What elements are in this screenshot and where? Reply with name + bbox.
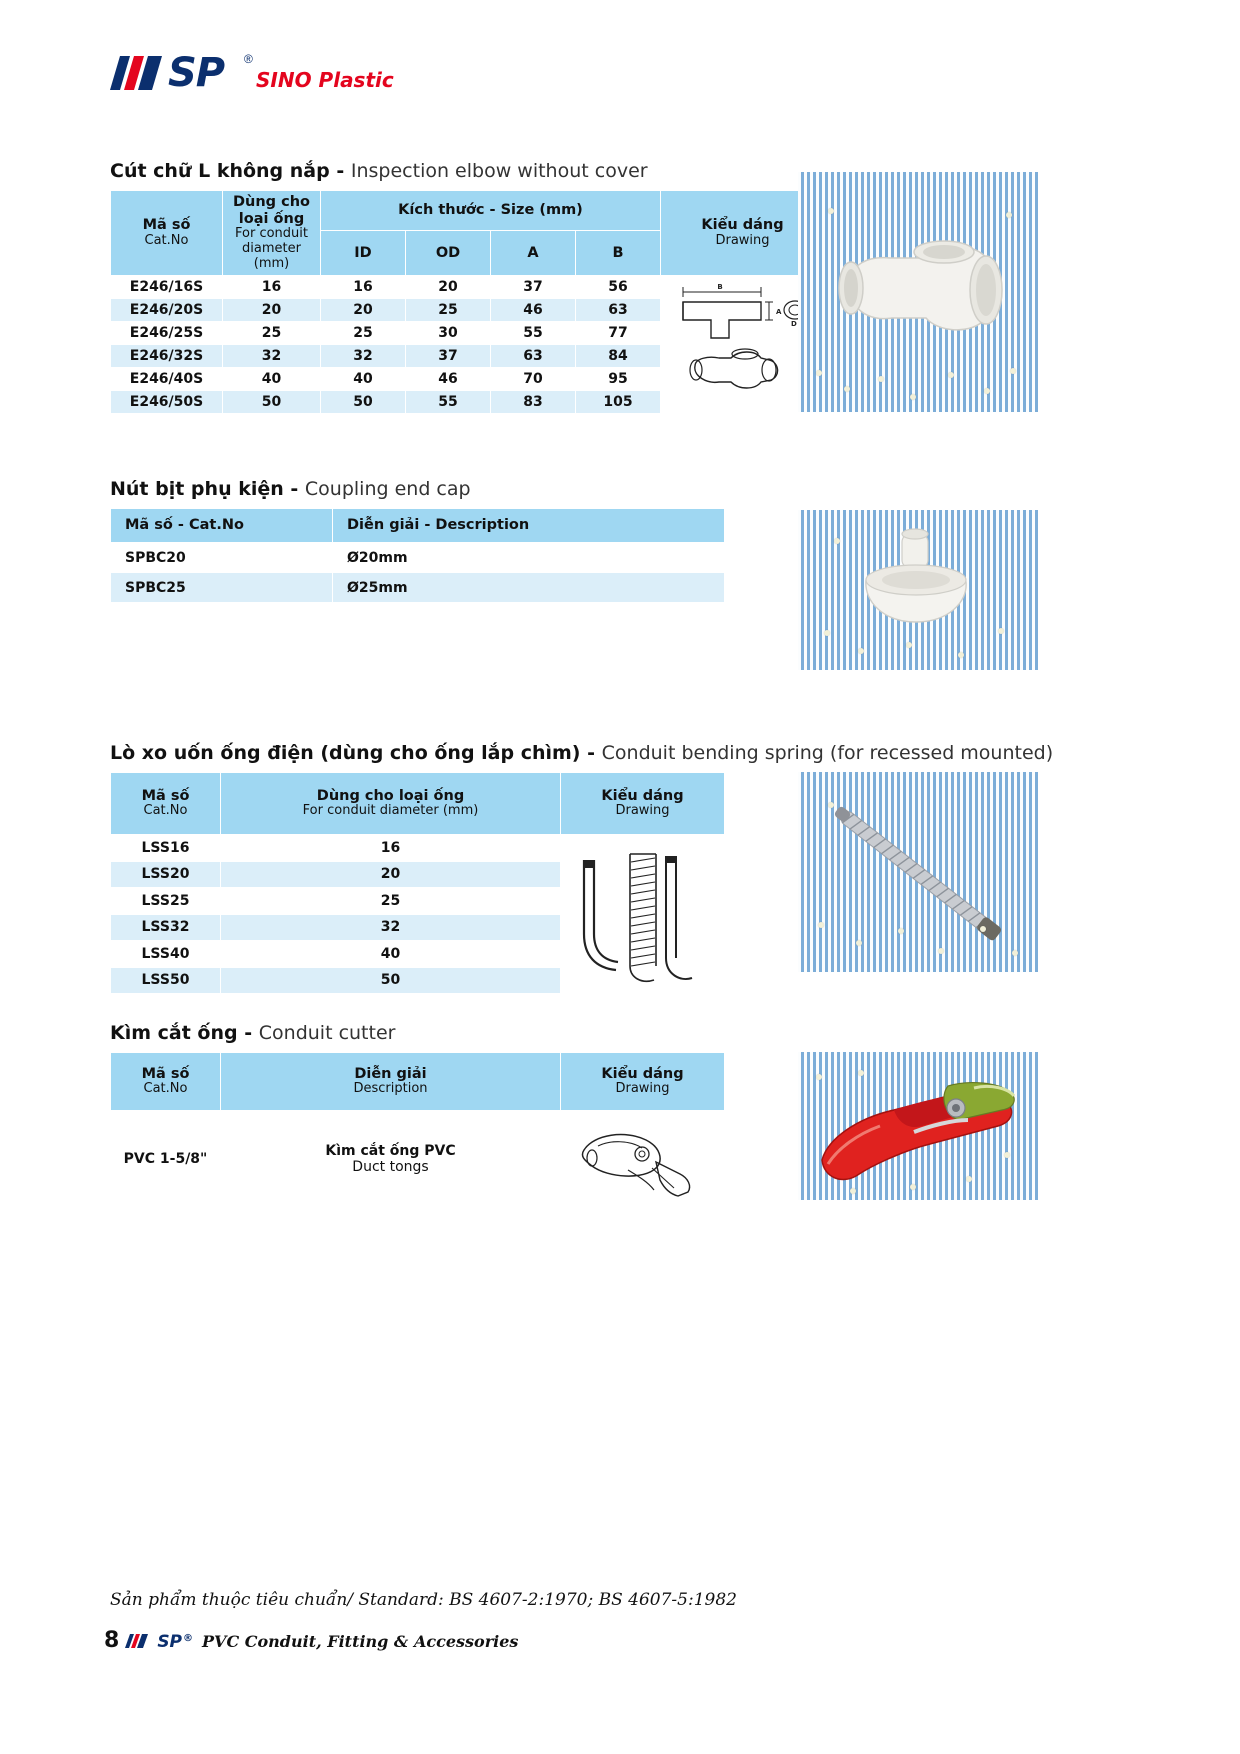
th-drawing [561, 773, 725, 835]
th-conduit [223, 191, 321, 276]
logo-tagline: SINO Plastic [256, 68, 394, 92]
cell-catno: E246/32S [111, 345, 223, 368]
cell-od: 55 [406, 391, 491, 414]
pipe-cutter-drawing-icon [568, 1116, 718, 1202]
cell-b: 105 [576, 391, 661, 414]
th-conduit-en: For conduit diameter (mm) [302, 803, 479, 819]
th-drawing-en: Drawing [615, 1081, 670, 1097]
cell-drawing-cutter [561, 1111, 725, 1207]
cell-od: 25 [406, 299, 491, 322]
svg-text:B: B [716, 282, 723, 291]
tee-fitting-photo-illustration [798, 172, 1038, 412]
cell-catno: LSS40 [111, 941, 221, 968]
cell-id: 40 [321, 368, 406, 391]
section-title-dash: - [587, 742, 596, 764]
th-catno [111, 1053, 221, 1111]
company-logo [110, 48, 440, 104]
cell-conduit: 20 [223, 299, 321, 322]
cell-b: 63 [576, 299, 661, 322]
th-catno: Mã số - Cat.No [111, 509, 333, 543]
th-catno [111, 191, 223, 276]
table-row [111, 835, 725, 862]
cell-conduit: 32 [223, 345, 321, 368]
cell-conduit: 25 [223, 322, 321, 345]
cell-catno: LSS25 [111, 888, 221, 915]
section-conduit-cutter [110, 1022, 725, 1207]
cell-id: 25 [321, 322, 406, 345]
cell-od: 46 [406, 368, 491, 391]
photo-coupling-end-cap [798, 510, 1038, 670]
table-row [111, 543, 725, 573]
cell-conduit: 50 [221, 967, 561, 994]
svg-text:A: A [775, 307, 781, 316]
cell-description: Ø25mm [333, 573, 725, 603]
cell-catno: LSS32 [111, 914, 221, 941]
table-row [111, 276, 825, 299]
footer-bar [104, 1628, 518, 1658]
logo-sp-text: SP [168, 50, 225, 96]
cell-conduit: 20 [221, 861, 561, 888]
footer-triple-slash-icon [125, 1634, 151, 1648]
cell-catno: LSS16 [111, 835, 221, 862]
section-title-vi: Lò xo uốn ống điện (dùng cho ống lắp chìm) [110, 742, 581, 764]
th-catno-en: Cat.No [143, 803, 188, 819]
section-title-en: Conduit cutter [258, 1022, 396, 1044]
cell-catno: SPBC20 [111, 543, 333, 573]
th-conduit-vi: Dùng cho loại ống [233, 194, 310, 227]
th-id: ID [321, 231, 406, 276]
footer-standard-note: Sản phẩm thuộc tiêu chuẩn/ Standard: BS 4607-2:1970; BS 4607-5:1982 [110, 1590, 737, 1610]
cell-description-vi: Kìm cắt ống PVC [325, 1142, 456, 1159]
cell-conduit: 16 [223, 276, 321, 299]
cell-catno: E246/25S [111, 322, 223, 345]
section-title-en: Inspection elbow without cover [350, 160, 648, 182]
section-inspection-elbow [110, 160, 825, 414]
th-catno-en: Cat.No [143, 1081, 188, 1097]
cell-catno: E246/40S [111, 368, 223, 391]
th-catno [111, 773, 221, 835]
section-title-dash: - [290, 478, 299, 500]
th-drawing-en: Drawing [715, 232, 770, 248]
cell-conduit: 40 [221, 941, 561, 968]
th-drawing [561, 1053, 725, 1111]
section-title-vi: Nút bịt phụ kiện [110, 478, 284, 500]
triple-slash-icon [110, 56, 170, 90]
svg-text:D: D [790, 319, 797, 328]
th-drawing-vi: Kiểu dáng [601, 1065, 684, 1082]
cell-od: 30 [406, 322, 491, 345]
cell-a: 55 [491, 322, 576, 345]
photo-inspection-elbow [798, 172, 1038, 412]
photo-bending-spring [798, 772, 1038, 972]
th-description-en: Description [353, 1081, 428, 1097]
logo-registered-mark: ® [244, 52, 253, 66]
cell-catno: E246/50S [111, 391, 223, 414]
cell-b: 77 [576, 322, 661, 345]
section-title-en: Conduit bending spring (for recessed mounted) [601, 742, 1054, 764]
section-title-bending-spring [110, 742, 1053, 764]
section-title-dash: - [336, 160, 345, 182]
cell-conduit: 50 [223, 391, 321, 414]
cell-description: Ø20mm [333, 543, 725, 573]
bending-spring-drawing-icon [568, 838, 718, 990]
table-inspection-elbow [110, 190, 825, 414]
cell-id: 50 [321, 391, 406, 414]
footer-brand: SP [157, 1632, 183, 1652]
th-catno-vi: Mã số [142, 217, 191, 234]
th-conduit-en: For conduit diameter (mm) [235, 226, 308, 272]
tee-fitting-drawing-icon [669, 280, 817, 410]
footer-registered-mark: ® [183, 1633, 194, 1644]
photo-conduit-cutter [798, 1052, 1038, 1200]
section-title-inspection-elbow [110, 160, 825, 182]
cell-b: 84 [576, 345, 661, 368]
cell-a: 63 [491, 345, 576, 368]
th-od: OD [406, 231, 491, 276]
cell-a: 46 [491, 299, 576, 322]
table-row [111, 1111, 725, 1207]
section-title-vi: Kìm cắt ống [110, 1022, 238, 1044]
cell-conduit: 40 [223, 368, 321, 391]
th-b: B [576, 231, 661, 276]
th-drawing-vi: Kiểu dáng [601, 787, 684, 804]
cell-catno: LSS50 [111, 967, 221, 994]
table-conduit-cutter [110, 1052, 725, 1207]
th-conduit-vi: Dùng cho loại ống [316, 787, 465, 804]
cell-catno: PVC 1-5/8" [111, 1111, 221, 1207]
th-catno-en: Cat.No [144, 232, 189, 248]
cell-id: 20 [321, 299, 406, 322]
th-drawing-vi: Kiểu dáng [701, 217, 784, 234]
cell-drawing-spring [561, 835, 725, 994]
cell-conduit: 32 [221, 914, 561, 941]
section-coupling-end-cap [110, 478, 725, 603]
cell-catno: LSS20 [111, 861, 221, 888]
cell-a: 37 [491, 276, 576, 299]
cell-b: 56 [576, 276, 661, 299]
th-description-vi: Diễn giải [354, 1065, 427, 1082]
th-catno-vi: Mã số [141, 1065, 190, 1082]
cell-catno: E246/16S [111, 276, 223, 299]
th-a: A [491, 231, 576, 276]
cell-catno: SPBC25 [111, 573, 333, 603]
section-title-coupling-end-cap [110, 478, 725, 500]
section-title-en: Coupling end cap [304, 478, 471, 500]
cell-catno: E246/20S [111, 299, 223, 322]
th-size-group: Kích thước - Size (mm) [321, 191, 661, 231]
pipe-cutter-photo-illustration [798, 1052, 1038, 1200]
table-coupling-end-cap [110, 508, 725, 603]
section-title-dash: - [244, 1022, 253, 1044]
cell-conduit: 25 [221, 888, 561, 915]
cell-id: 16 [321, 276, 406, 299]
th-description [221, 1053, 561, 1111]
cell-description-en: Duct tongs [352, 1158, 429, 1175]
th-catno-vi: Mã số [141, 787, 190, 804]
footer-line: PVC Conduit, Fitting & Accessories [202, 1632, 519, 1651]
section-title-vi: Cút chữ L không nắp [110, 160, 330, 182]
th-conduit [221, 773, 561, 835]
cell-b: 95 [576, 368, 661, 391]
cell-id: 32 [321, 345, 406, 368]
end-cap-photo-illustration [798, 510, 1038, 670]
cell-od: 37 [406, 345, 491, 368]
cell-description [221, 1111, 561, 1207]
cell-a: 83 [491, 391, 576, 414]
page-number: 8 [104, 1628, 120, 1653]
th-drawing-en: Drawing [615, 803, 670, 819]
section-title-conduit-cutter [110, 1022, 725, 1044]
bending-spring-photo-illustration [798, 772, 1038, 972]
table-bending-spring [110, 772, 725, 994]
cell-od: 20 [406, 276, 491, 299]
table-row [111, 573, 725, 603]
cell-conduit: 16 [221, 835, 561, 862]
cell-a: 70 [491, 368, 576, 391]
th-description: Diễn giải - Description [333, 509, 725, 543]
